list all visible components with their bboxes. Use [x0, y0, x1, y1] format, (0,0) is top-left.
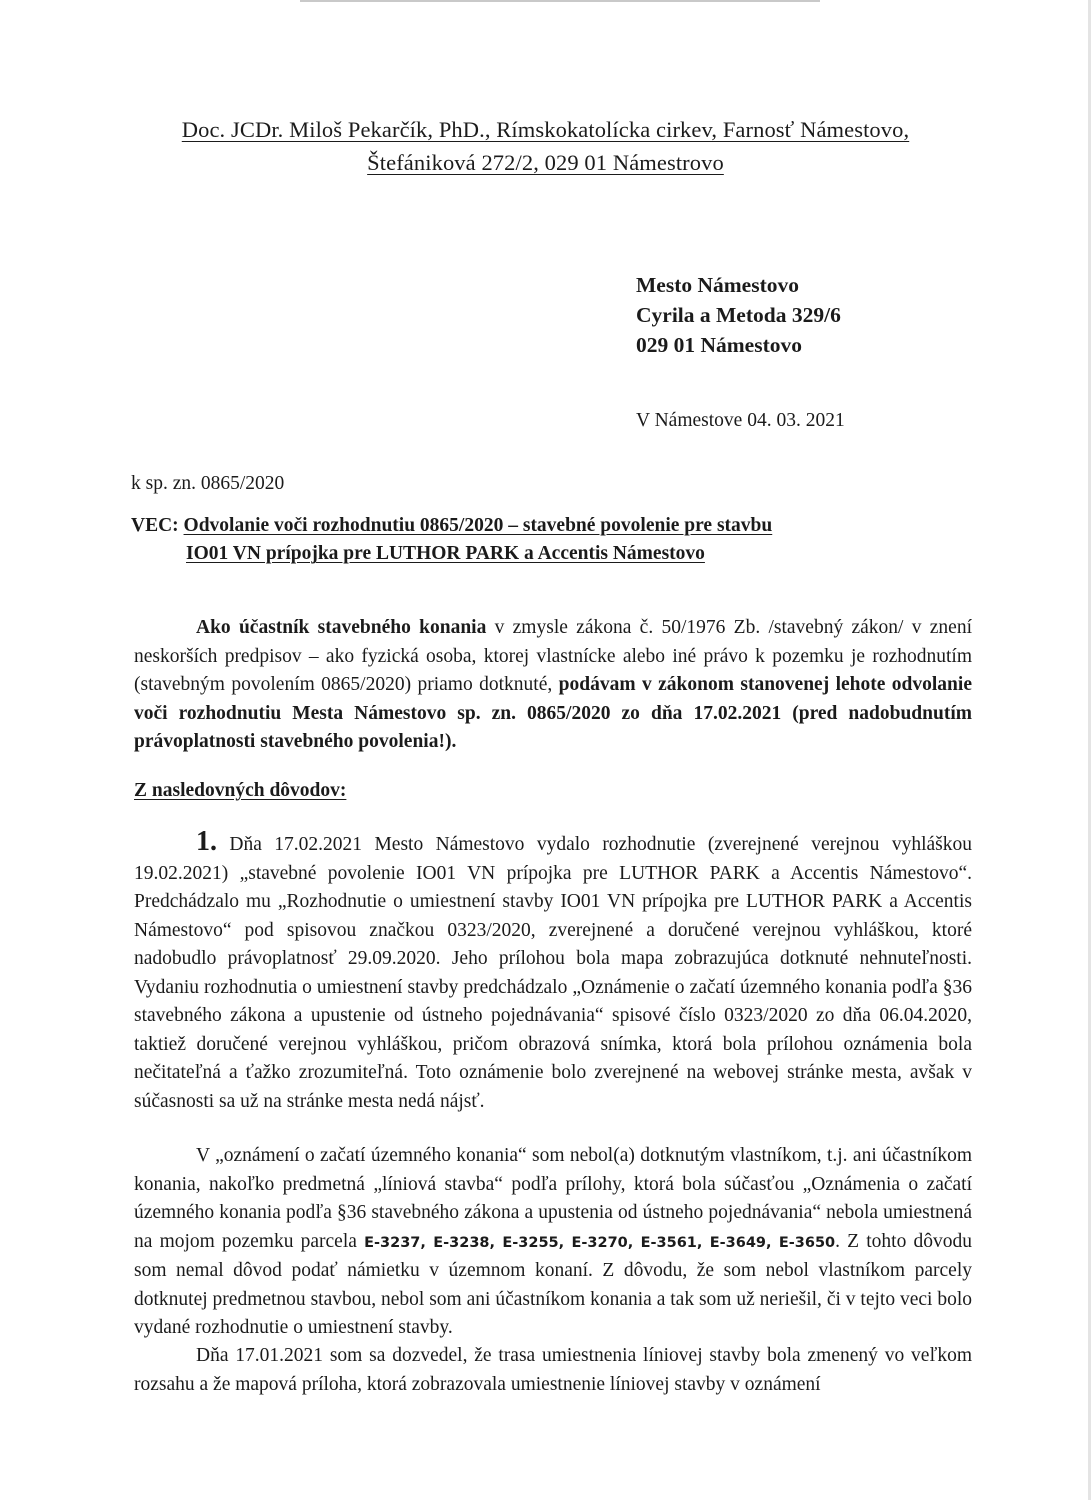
scan-edge-top — [300, 0, 820, 2]
paragraph-3 — [134, 1342, 972, 1399]
sender-line-2: Štefániková 272/2, 029 01 Námestrovo — [367, 150, 724, 175]
recipient-name: Mesto Námestovo — [636, 273, 799, 297]
paragraph-2-text-1: V „oznámení o začatí územného konania“ som nebol(a) dotknutým vlastníkom, t.j. ani účastníkom konania, nakoľko predmetná „líniová stavba“ podľa prílohy, ktorá bola súčasťou „Oznámenia o začatí územného konania podľa §36 stavebného zákona a upustenia od ústneho pojednávania“ nebola umiestnená na mojom pozemku parcela — [134, 1145, 972, 1252]
sender-line-1: Doc. JCDr. Miloš Pekarčík, PhD., Rímskokatolícka cirkev, Farnosť Námestovo, — [181, 117, 910, 142]
recipient-city: 029 01 Námestovo — [636, 333, 803, 357]
intro-text: v zmysle zákona č. 50/1976 Zb. /stavebný zákon/ v znení neskorších predpisov – ako fyzická osoba, ktorej vlastnícke alebo iné právo k pozemku je rozhodnutím (stavebným povolením 0865/2020) priamo dotknuté, — [134, 617, 973, 695]
subject-text-1: Odvolanie voči rozhodnutiu 0865/2020 – stavebné povolenie pre stavbu — [183, 515, 773, 536]
intro-paragraph — [134, 614, 972, 757]
point-1-paragraph — [134, 828, 972, 1116]
paragraph-3-text: Dňa 17.01.2021 som sa dozvedel, že trasa umiestnenia líniovej stavby bola zmenený vo veľkom rozsahu a že mapová príloha, ktorá zobrazovala umiestnenie líniovej stavby v oznámení — [134, 1345, 972, 1395]
point-1-number: 1. — [196, 826, 217, 857]
intro-bold-lead: Ako účastník stavebného konania — [196, 617, 487, 638]
subject-label: VEC: — [131, 515, 184, 536]
intro-bold-tail: podávam v zákonom stanovenej lehote odvolanie voči rozhodnutiu Mesta Námestovo sp. zn. 0865/2020 zo dňa 17.02.2021 (pred nadobudnutím právoplatnosti stavebného povolenia!). — [134, 674, 972, 752]
subject-line-2: IO01 VN prípojka pre LUTHOR PARK a Accentis Námestovo — [186, 543, 705, 564]
case-reference: k sp. zn. 0865/2020 — [131, 473, 285, 494]
recipient-street: Cyrila a Metoda 329/6 — [636, 303, 841, 327]
paragraph-2 — [134, 1142, 972, 1343]
place-date: V Námestove 04. 03. 2021 — [636, 410, 845, 431]
subject-line-1 — [131, 515, 772, 537]
reasons-title: Z nasledovných dôvodov: — [134, 780, 347, 801]
point-1-text: Dňa 17.02.2021 Mesto Námestovo vydalo rozhodnutie (zverejnené verejnou vyhláškou 19.02.2021) „stavebné povolenie IO01 VN prípojka pre LUTHOR PARK a Accentis Námestovo“. Predchádzalo mu „Rozhodnutie o umiestnení stavby IO01 VN prípojka pre LUTHOR PARK a Accentis Námestovo“ pod spisovou značkou 0323/2020, zverejnené a doručené verejnou vyhláškou, ktoré nadobudlo právoplatnosť 29.09.2020. Jeho prílohou bola mapa zobrazujúca dotknuté nehnuteľnosti. Vydaniu rozhodnutia o umiestnení stavby predchádzalo „Oznámenie o začatí územného konania podľa §36 stavebného zákona a upustenie od ústneho pojednávania“ spisové číslo 0323/2020 zo dňa 06.04.2020, taktiež doručené verejnou vyhláškou, pričom obrazová snímka, ktorá bola prílohou oznámenia bola nečitateľná a ťažko zrozumiteľná. Toto oznámenie bolo zverejnené na webovej stránke mesta, avšak v súčasnosti sa už na stránke mesta nedá nájsť. — [134, 834, 972, 1112]
paragraph-2-text-2: . Z tohto dôvodu som nemal dôvod podať námietku v územnom konaní. Z dôvodu, že som nebol vlastníkom parcely dotknutej predmetnou stavbou, nebol som ani účastníkom konania a tak som už neriešil, či v tejto veci bolo vydané rozhodnutie o umiestnení stavby. — [134, 1230, 973, 1338]
parcel-numbers: E-3237, E-3238, E-3255, E-3270, E-3561, E-3649, E-3650 — [364, 1234, 836, 1251]
